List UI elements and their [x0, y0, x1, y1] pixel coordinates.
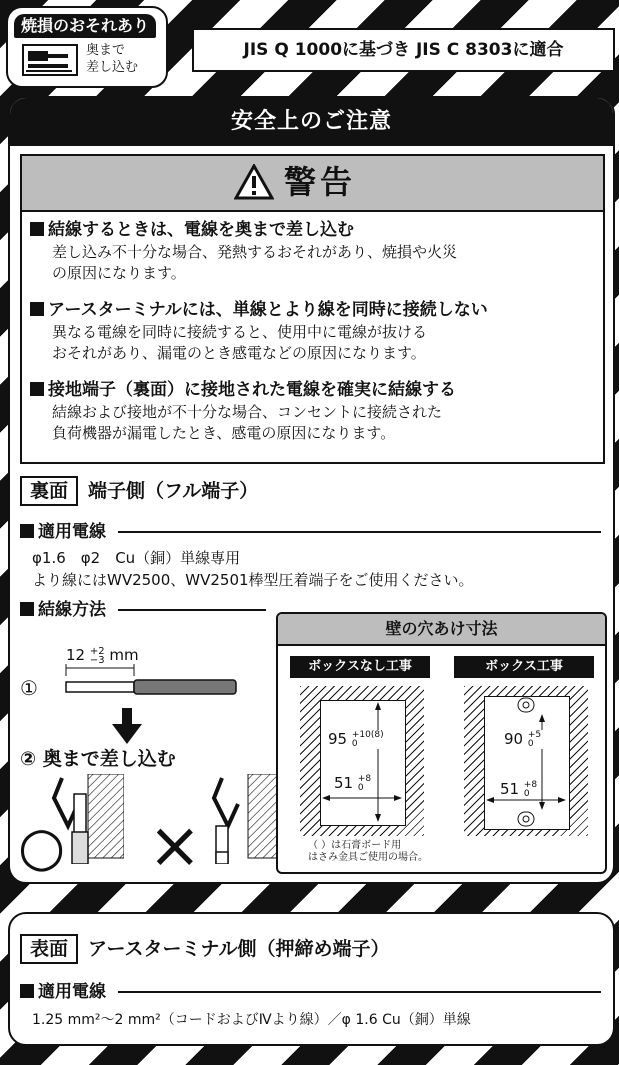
strip-tol-minus: −3	[89, 654, 105, 666]
front-section-heading	[20, 934, 390, 964]
warning-title: 警告	[284, 163, 357, 201]
dimension-lines-right	[484, 696, 568, 828]
right-height-tol-plus: +5	[527, 729, 542, 740]
warning-item-1	[30, 218, 457, 284]
right-height-dim	[502, 730, 543, 749]
right-width-tol-plus: +8	[523, 779, 538, 790]
bullet-square	[30, 302, 44, 316]
left-height-tol-plus: +10(8)	[351, 729, 384, 740]
wall-opening-panel	[276, 612, 607, 874]
left-width: 51	[334, 774, 354, 792]
left-width-tol-plus: +8	[357, 773, 372, 784]
warning-item-2	[30, 298, 488, 364]
front-wire-heading	[20, 980, 106, 1004]
down-arrow-icon	[112, 708, 142, 744]
incorrect-mark: ×	[148, 809, 202, 883]
front-wire-head: 適用電線	[38, 982, 106, 1002]
rear-tag: 裏面	[20, 476, 78, 506]
wall-note	[308, 840, 428, 864]
burn-risk-text	[86, 42, 138, 76]
safety-header: 安全上のご注意	[10, 98, 613, 146]
front-wire-line: 1.25 mm²〜2 mm²（コードおよびⅣより線）／φ 1.6 Cu（銅）単線	[32, 1012, 471, 1028]
right-width: 51	[500, 780, 520, 798]
wall-note-line1: （ ）は石膏ボード用	[308, 840, 402, 851]
warning-item-head: 結線するときは、電線を奥まで差し込む	[48, 220, 354, 240]
right-width-tol-minus: 0	[523, 788, 530, 799]
front-card	[8, 912, 615, 1046]
strip-tol-plus: +2	[89, 645, 105, 657]
rear-wire-line1: φ1.6 φ2 Cu（銅）単線専用	[32, 549, 241, 567]
no-box-label: ボックスなし工事	[290, 656, 430, 678]
warning-triangle-icon	[234, 164, 274, 200]
rear-wire-heading	[20, 520, 106, 544]
warning-item-body-line: の原因になります。	[52, 264, 186, 282]
correct-mark: ○	[18, 815, 66, 878]
burn-risk-title: 焼損のおそれあり	[14, 14, 156, 38]
strip-unit: mm	[109, 646, 139, 664]
bullet-square	[30, 222, 44, 236]
warning-item-body-line: 負荷機器が漏電したとき、感電の原因になります。	[52, 424, 396, 442]
rear-title: 端子側（フル端子）	[88, 480, 259, 502]
warning-panel	[20, 154, 605, 464]
wall-note-line2: はさみ金具ご使用の場合。	[308, 852, 428, 863]
dimension-lines-left	[320, 700, 404, 824]
strip-length-label	[66, 646, 139, 665]
step-2-label: ② 奥まで差し込む	[20, 748, 176, 770]
step-1-number: ①	[20, 676, 38, 700]
left-width-dim	[332, 774, 373, 793]
warning-header	[22, 156, 603, 212]
stripped-wire-diagram	[54, 664, 240, 698]
left-height: 95	[328, 730, 348, 748]
warning-item-3	[30, 378, 456, 444]
section-rule	[118, 991, 601, 993]
warning-item-head: アースターミナルには、単線とより線を同時に接続しない	[48, 300, 488, 320]
front-tag: 表面	[20, 934, 78, 964]
section-rule	[118, 531, 601, 533]
bullet-square	[20, 984, 34, 998]
burn-risk-line2: 差し込む	[86, 60, 139, 75]
front-title: アースターミナル側（押締め端子）	[88, 938, 390, 960]
rear-wire-line2: より線にはWV2500、WV2501棒型圧着端子をご使用ください。	[32, 571, 474, 589]
strip-length: 12	[66, 646, 86, 664]
warning-item-body-line: 結線および接地が不十分な場合、コンセントに接続された	[52, 403, 443, 421]
plug-insert-icon	[22, 44, 78, 76]
burn-risk-line1: 奥まで	[86, 43, 126, 58]
rear-section-heading	[20, 476, 258, 506]
right-height: 90	[504, 730, 524, 748]
box-label: ボックス工事	[454, 656, 594, 678]
warning-item-body-line: 差し込み不十分な場合、発熱するおそれがあり、焼損や火災	[52, 243, 458, 261]
warning-item-body-line: 異なる電線を同時に接続すると、使用中に電線が抜ける	[52, 323, 428, 341]
wiring-method-head: 結線方法	[38, 600, 106, 620]
right-width-dim	[498, 780, 539, 799]
right-height-tol-minus: 0	[527, 738, 534, 749]
wiring-method-heading	[20, 598, 106, 622]
bullet-square	[20, 602, 34, 616]
jis-compliance-box: JIS Q 1000に基づき JIS C 8303に適合	[192, 28, 615, 72]
left-height-dim	[326, 730, 386, 749]
left-height-tol-minus: 0	[351, 738, 358, 749]
bullet-square	[30, 382, 44, 396]
rear-wire-head: 適用電線	[38, 522, 106, 542]
warning-item-body-line: おそれがあり、漏電のとき感電などの原因になります。	[52, 344, 426, 362]
section-rule	[118, 609, 266, 611]
warning-item-head: 接地端子（裏面）に接地された電線を確実に結線する	[48, 380, 456, 400]
bullet-square	[20, 524, 34, 538]
burn-risk-badge	[6, 6, 168, 88]
main-card	[8, 96, 615, 884]
wall-opening-title: 壁の穴あけ寸法	[278, 614, 605, 646]
left-width-tol-minus: 0	[357, 782, 364, 793]
